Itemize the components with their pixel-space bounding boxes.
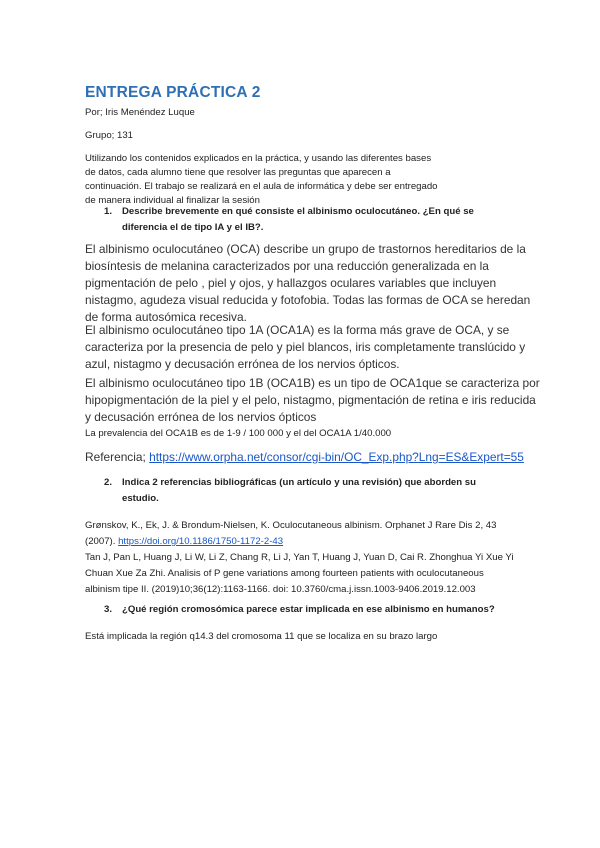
question-line: estudio. bbox=[122, 493, 159, 504]
doi-link[interactable]: https://doi.org/10.1186/1750-1172-2-43 bbox=[118, 536, 284, 547]
intro-line: de manera individual al finalizar la sesión bbox=[85, 195, 260, 206]
question-text bbox=[104, 204, 544, 236]
question-text: ¿Qué región cromosómica parece estar implicada en ese albinismo en humanos? bbox=[122, 604, 495, 615]
question-number: 3. bbox=[104, 604, 113, 615]
answer-line: azul, nistagmo y decusación errónea de los nervios ópticos. bbox=[85, 357, 400, 371]
group-line: Grupo; 131 bbox=[85, 130, 134, 141]
answer1-paragraph-1 bbox=[85, 241, 530, 326]
answer-line: pigmentación de pelo , piel y ojos, y hallazgos oculares variables que incluyen bbox=[85, 276, 497, 290]
answer-line: El albinismo oculocutáneo tipo 1B (OCA1B) es un tipo de OCA1que se caracteriza por bbox=[85, 376, 540, 390]
answer-line: El albinismo oculocutáneo tipo 1A (OCA1A) es la forma más grave de OCA, y se bbox=[85, 323, 510, 337]
reference-text bbox=[85, 534, 496, 550]
intro-line: continuación. El trabajo se realizará en el aula de informática y debe ser entregado bbox=[85, 181, 438, 192]
reference-text: albinism tipe II. (2019)10;36(12):1163-1166. doi: 10.3760/cma.j.issn.1003-9406.2019.12.003 bbox=[85, 584, 476, 595]
question-2 bbox=[104, 475, 544, 507]
intro-paragraph bbox=[85, 152, 438, 208]
answer3-line: Está implicada la región q14.3 del cromosoma 11 que se localiza en su brazo largo bbox=[85, 631, 438, 642]
question-number: 2. bbox=[104, 477, 113, 488]
answer1-paragraph-2 bbox=[85, 322, 525, 373]
answer-line: y decusación errónea de los nervios ópticos bbox=[85, 410, 317, 424]
question-line: Describe brevemente en qué consiste el albinismo oculocutáneo. ¿En qué se bbox=[122, 206, 474, 217]
question-1 bbox=[104, 204, 544, 236]
question-3 bbox=[104, 602, 564, 618]
answer-line: El albinismo oculocutáneo (OCA) describe un grupo de trastornos hereditarios de la bbox=[85, 242, 526, 256]
reference-1 bbox=[85, 518, 496, 550]
answer-line: hipopigmentación de la piel y el pelo, nistagmo, pigmentación de retina e iris reducida bbox=[85, 393, 536, 407]
reference-label: Referencia; bbox=[85, 450, 150, 464]
reference-text: Chuan Xue Za Zhi. Analisis of P gene variations among fourteen patients with oculocutaneous bbox=[85, 568, 484, 579]
question-line: diferencia el de tipo IA y el IB?. bbox=[122, 222, 264, 233]
reference-2 bbox=[85, 550, 514, 598]
reference-year: (2007). bbox=[85, 536, 119, 547]
answer-line: nistagmo, agudeza visual reducida y fotofobia. Todas las formas de OCA se heredan bbox=[85, 293, 531, 307]
answer1-paragraph-3 bbox=[85, 375, 540, 426]
prevalence-line: La prevalencia del OCA1B es de 1-9 / 100 000 y el del OCA1A 1/40.000 bbox=[85, 428, 392, 439]
question-number: 1. bbox=[104, 206, 113, 217]
intro-line: Utilizando los contenidos explicados en la práctica, y usando las diferentes bases bbox=[85, 153, 432, 164]
reference-line bbox=[85, 449, 524, 466]
answer-line: biosíntesis de melanina caracterizados por una reducción generalizada en la bbox=[85, 259, 489, 273]
question-line: Indica 2 referencias bibliográficas (un artículo y una revisión) que aborden su bbox=[122, 477, 476, 488]
answer-line: de forma autosómica recesiva. bbox=[85, 310, 247, 324]
author-line: Por; Iris Menéndez Luque bbox=[85, 107, 195, 118]
document-title: ENTREGA PRÁCTICA 2 bbox=[85, 84, 261, 101]
reference-text: Grønskov, K., Ek, J. & Brondum-Nielsen, K. Oculocutaneous albinism. Orphanet J Rare Dis 2, 43 bbox=[85, 520, 497, 531]
answer-line: caracteriza por la presencia de pelo y piel blancos, iris completamente translúcido y bbox=[85, 340, 526, 354]
question-text bbox=[104, 475, 544, 507]
orphanet-link[interactable]: https://www.orpha.net/consor/cgi-bin/OC_Exp.php?Lng=ES&Expert=55 bbox=[149, 450, 524, 464]
intro-line: de datos, cada alumno tiene que resolver las preguntas que aparecen a bbox=[85, 167, 391, 178]
reference-text: Tan J, Pan L, Huang J, Li W, Li Z, Chang R, Li J, Yan T, Huang J, Yuan D, Cai R. Zhonghua Yi Xue Yi bbox=[85, 552, 514, 563]
